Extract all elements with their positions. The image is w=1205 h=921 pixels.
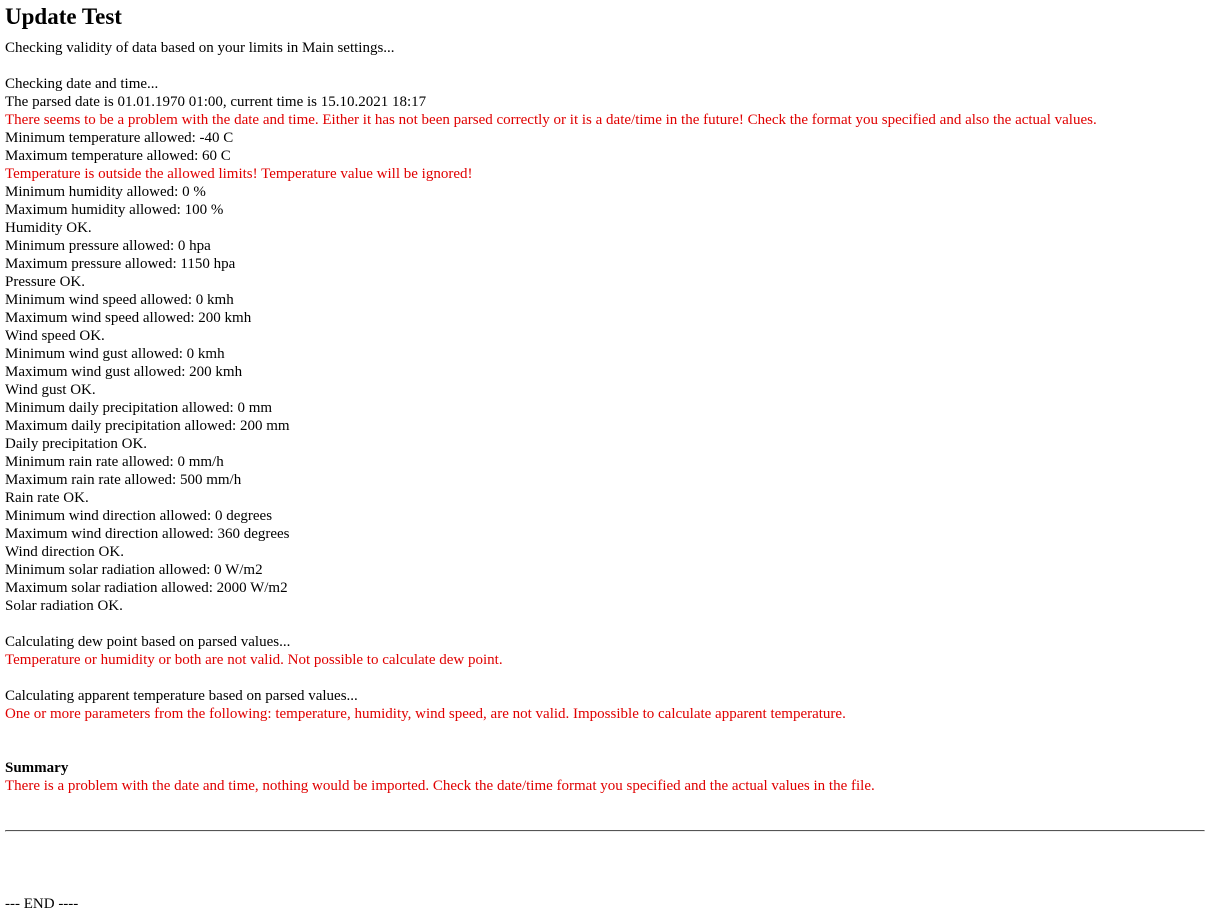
intro-text: Checking validity of data based on your limits in Main settings...	[5, 40, 395, 56]
min-limit-text: Minimum wind speed allowed: 0 kmh	[5, 292, 234, 308]
horizontal-divider	[5, 830, 1205, 832]
check-result-ok: Solar radiation OK.	[5, 598, 123, 614]
spacer	[5, 57, 1205, 75]
check-wind-speed	[5, 291, 1205, 345]
check-temperature	[5, 129, 1205, 183]
min-limit-text: Minimum wind direction allowed: 0 degrees	[5, 508, 273, 524]
min-limit-text: Minimum pressure allowed: 0 hpa	[5, 238, 211, 254]
max-limit-text: Maximum wind direction allowed: 360 degrees	[5, 526, 290, 542]
apparent-temp-heading: Calculating apparent temperature based on parsed values...	[5, 688, 358, 704]
check-wind-direction	[5, 507, 1205, 561]
max-limit-text: Maximum solar radiation allowed: 2000 W/m2	[5, 580, 288, 596]
max-limit-text: Maximum humidity allowed: 100 %	[5, 202, 224, 218]
summary-heading: Summary	[5, 760, 69, 776]
check-result-ok: Humidity OK.	[5, 220, 92, 236]
check-daily-precipitation	[5, 399, 1205, 453]
max-limit-text: Maximum temperature allowed: 60 C	[5, 148, 231, 164]
check-result-ok: Wind gust OK.	[5, 382, 96, 398]
check-humidity	[5, 183, 1205, 237]
apparent-temp-error: One or more parameters from the following: temperature, humidity, wind speed, are not valid. Impossible to calculate apparent temperature.	[5, 706, 846, 722]
check-result-ok: Wind direction OK.	[5, 544, 124, 560]
check-wind-gust	[5, 345, 1205, 399]
max-limit-text: Maximum wind speed allowed: 200 kmh	[5, 310, 252, 326]
date-check-heading: Checking date and time...	[5, 76, 159, 92]
check-solar-radiation	[5, 561, 1205, 615]
spacer	[5, 741, 1205, 759]
spacer	[5, 723, 1205, 741]
end-marker: --- END ----	[5, 896, 79, 912]
check-result-ok: Pressure OK.	[5, 274, 85, 290]
min-limit-text: Minimum wind gust allowed: 0 kmh	[5, 346, 225, 362]
dew-point-heading: Calculating dew point based on parsed values...	[5, 634, 291, 650]
min-limit-text: Minimum solar radiation allowed: 0 W/m2	[5, 562, 263, 578]
check-result-error: Temperature is outside the allowed limits! Temperature value will be ignored!	[5, 166, 473, 182]
max-limit-text: Maximum wind gust allowed: 200 kmh	[5, 364, 243, 380]
date-error-message: There seems to be a problem with the date and time. Either it has not been parsed correctly or it is a date/time in the future! Check the format you specified and also the actual values.	[5, 112, 1097, 128]
page-title: Update Test	[5, 4, 122, 29]
check-rain-rate	[5, 453, 1205, 507]
max-limit-text: Maximum daily precipitation allowed: 200 mm	[5, 418, 290, 434]
limit-checks-list	[5, 129, 1205, 615]
spacer	[5, 615, 1205, 633]
min-limit-text: Minimum daily precipitation allowed: 0 mm	[5, 400, 273, 416]
max-limit-text: Maximum rain rate allowed: 500 mm/h	[5, 472, 242, 488]
check-result-ok: Daily precipitation OK.	[5, 436, 148, 452]
check-result-ok: Wind speed OK.	[5, 328, 105, 344]
min-limit-text: Minimum rain rate allowed: 0 mm/h	[5, 454, 224, 470]
parsed-date-text: The parsed date is 01.01.1970 01:00, current time is 15.10.2021 18:17	[5, 94, 427, 110]
min-limit-text: Minimum temperature allowed: -40 C	[5, 130, 234, 146]
summary-text: There is a problem with the date and time, nothing would be imported. Check the date/time format you specified and the actual values in the file.	[5, 778, 875, 794]
check-result-ok: Rain rate OK.	[5, 490, 89, 506]
dew-point-error: Temperature or humidity or both are not valid. Not possible to calculate dew point.	[5, 652, 503, 668]
check-pressure	[5, 237, 1205, 291]
min-limit-text: Minimum humidity allowed: 0 %	[5, 184, 206, 200]
spacer	[5, 669, 1205, 687]
max-limit-text: Maximum pressure allowed: 1150 hpa	[5, 256, 236, 272]
